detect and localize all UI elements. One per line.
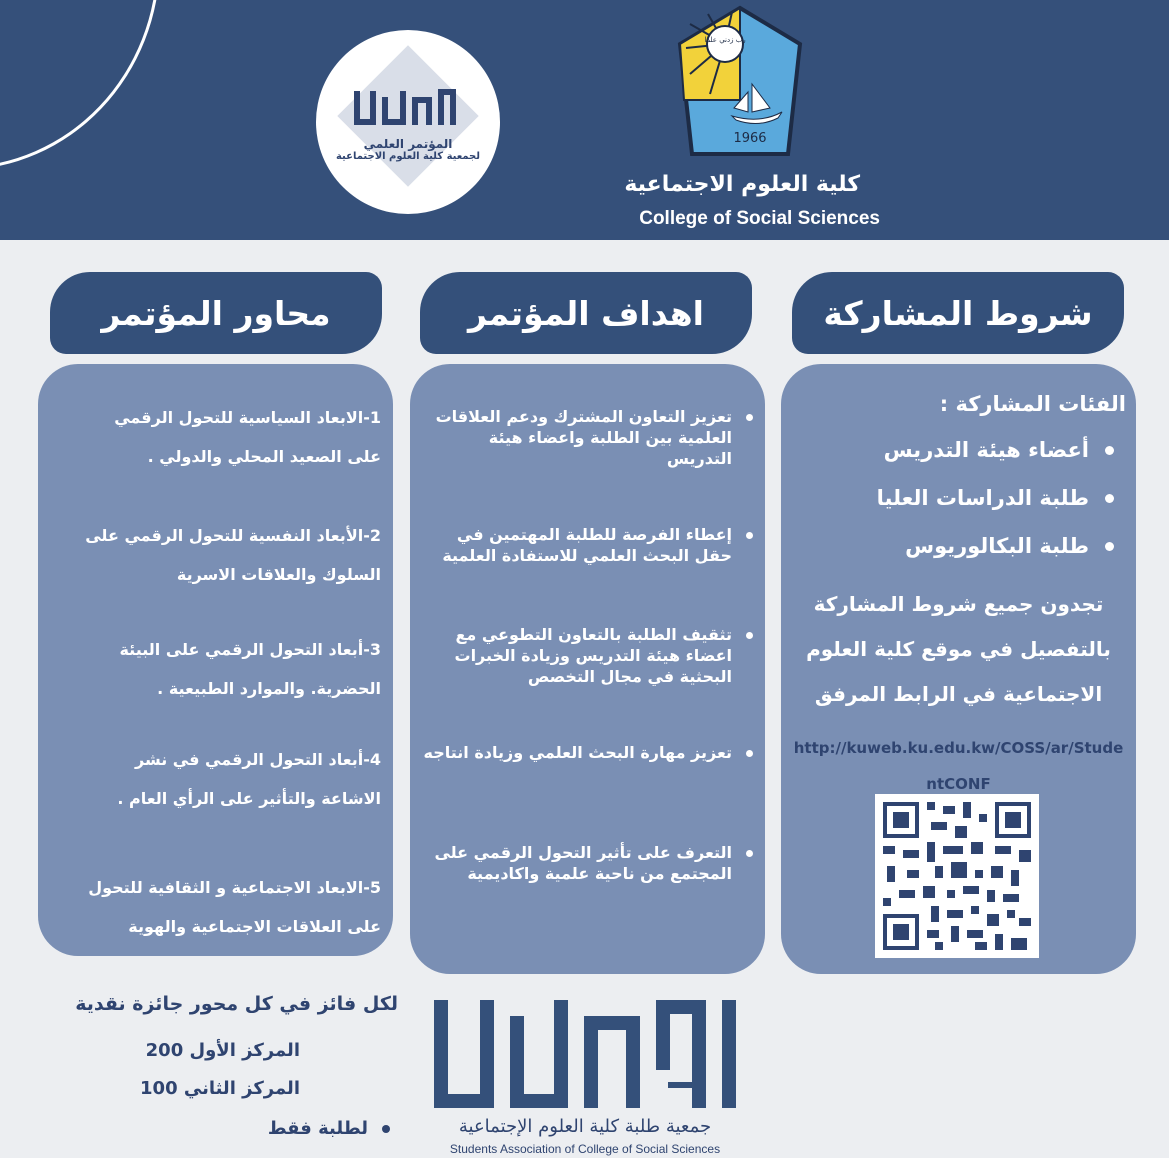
goal-item [423, 742, 753, 763]
bullet-icon [746, 532, 753, 539]
goal-item [423, 524, 753, 566]
theme-line: 5-الابعاد الاجتماعية و الثقافية للتحول [88, 878, 381, 897]
goal-item [423, 406, 753, 469]
theme-item [41, 398, 381, 476]
themes-card [38, 364, 393, 956]
association-logo-icon [430, 996, 746, 1114]
category-label: طلبة البكالوريوس [905, 534, 1089, 558]
qr-code-icon[interactable] [875, 794, 1039, 958]
theme-line: 2-الأبعاد النفسية للتحول الرقمي على [85, 526, 381, 545]
note-line: تجدون جميع شروط المشاركة [813, 592, 1104, 616]
theme-item [41, 740, 381, 818]
goal-item [423, 624, 753, 687]
bullet-icon [382, 1125, 390, 1133]
emblem-year: 1966 [733, 131, 767, 146]
theme-line: 3-أبعاد التحول الرقمي على البيئة [119, 640, 381, 659]
college-emblem-icon [670, 4, 810, 172]
category-label: طلبة الدراسات العليا [876, 486, 1089, 510]
theme-item [41, 868, 381, 946]
goals-title: اهداف المؤتمر [420, 272, 752, 354]
goal-text: تعزيز مهارة البحث العلمي وزيادة انتاجه [423, 743, 732, 762]
bullet-icon [1105, 446, 1114, 455]
bullet-icon [1105, 494, 1114, 503]
second-place-prize: المركز الثاني 100 [140, 1078, 300, 1099]
conference-link[interactable] [781, 730, 1136, 802]
note-line: بالتفصيل في موقع كلية العلوم [806, 637, 1111, 661]
first-place-prize: المركز الأول 200 [145, 1040, 300, 1061]
bullet-icon [746, 850, 753, 857]
goal-text: إعطاء الفرصة للطلبة المهتمين في حقل البحث العلمي للاستفادة العلمية [442, 525, 732, 565]
goal-item [423, 842, 753, 884]
bullet-icon [746, 414, 753, 421]
category-item [884, 438, 1114, 462]
conference-logo-subcaption: لجمعية كلية العلوم الاجتماعية [335, 150, 481, 162]
note-line: الاجتماعية في الرابط المرفق [814, 682, 1103, 706]
conference-logo-caption: المؤتمر العلمي [363, 136, 453, 151]
category-item [877, 486, 1114, 510]
prize-eligibility [200, 1118, 390, 1139]
eligibility-text: لطلبة فقط [267, 1118, 368, 1139]
participation-title: شروط المشاركة [792, 272, 1124, 354]
decorative-arc [0, 0, 160, 170]
emblem-motto: رب زدني علما [704, 36, 746, 44]
bullet-icon [746, 750, 753, 757]
categories-label: الفئات المشاركة : [939, 392, 1126, 416]
goal-text: التعرف على تأثير التحول الرقمي على المجتمع من ناحية علمية واكاديمية [434, 843, 732, 883]
theme-line: السلوك والعلاقات الاسرية [176, 565, 381, 584]
theme-line: 4-أبعاد التحول الرقمي في نشر [134, 750, 381, 769]
url-line[interactable]: http://kuweb.ku.edu.kw/COSS/ar/Stude [793, 739, 1124, 757]
conference-logo [316, 30, 500, 214]
bullet-icon [1105, 542, 1114, 551]
college-name-arabic: كلية العلوم الاجتماعية [624, 172, 860, 197]
url-line[interactable]: ntCONF [926, 775, 991, 793]
association-name-arabic: جمعية طلبة كلية العلوم الإجتماعية [458, 1116, 712, 1137]
calligraphy-mark-icon [348, 83, 468, 133]
participation-card [781, 364, 1136, 974]
header-banner [0, 0, 1169, 240]
college-name-english: College of Social Sciences [639, 208, 880, 229]
goal-text: تثقيف الطلبة بالتعاون التطوعي مع اعضاء هيئة التدريس وزيادة الخبرات البحثية في مجال التخصص [454, 625, 732, 686]
bullet-icon [746, 632, 753, 639]
theme-line: 1-الابعاد السياسية للتحول الرقمي [114, 408, 381, 427]
association-name-english: Students Association of College of Social Sciences [449, 1142, 721, 1156]
prize-title: لكل فائز في كل محور جائزة نقدية [75, 993, 398, 1015]
goals-card [410, 364, 765, 974]
theme-line: على الصعيد المحلي والدولي . [147, 447, 381, 466]
theme-line: الاشاعة والتأثير على الرأي العام . [117, 789, 381, 808]
goal-text: تعزيز التعاون المشترك ودعم العلاقات العلمية بين الطلبة واعضاء هيئة التدريس [435, 407, 732, 468]
theme-item [41, 630, 381, 708]
theme-line: على العلاقات الاجتماعية والهوية [128, 917, 381, 936]
themes-title: محاور المؤتمر [50, 272, 382, 354]
category-item [905, 534, 1114, 558]
theme-item [41, 516, 381, 594]
theme-line: الحضرية. والموارد الطبيعية . [157, 679, 381, 698]
category-label: أعضاء هيئة التدريس [883, 438, 1089, 462]
conditions-note [781, 582, 1136, 717]
